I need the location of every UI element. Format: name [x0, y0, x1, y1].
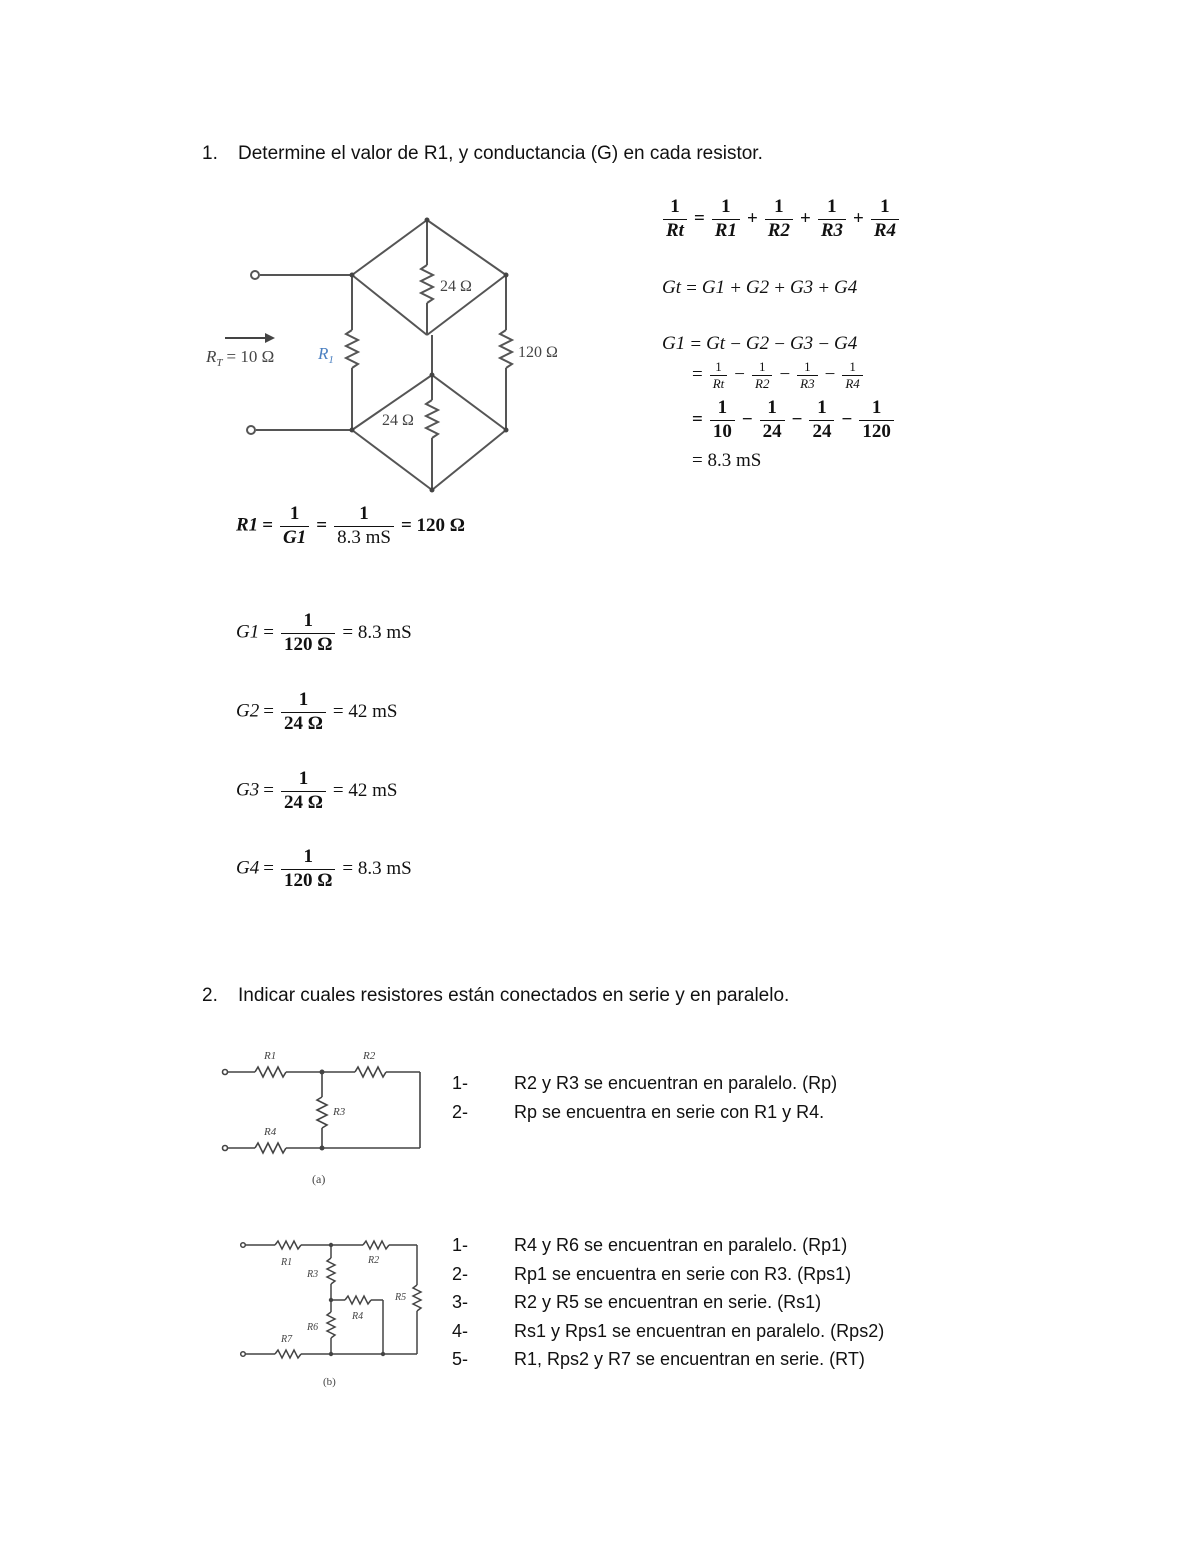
- circuit-a-r4-label: R4: [264, 1126, 277, 1138]
- eq-g4-value: G4 = $\frac{1}{120 \Omega}$ = 8.3 mS: [236, 846, 412, 891]
- rt-label: $R_T = 10$ Ω: [206, 347, 275, 369]
- eq-g1-value: G1 = $\frac{1}{120 \Omega}$ = 8.3 mS: [236, 610, 412, 655]
- circuit-a-caption: (a): [312, 1172, 326, 1186]
- circuit-diagram-1: [200, 205, 580, 500]
- circuit-diagram-b: [235, 1230, 435, 1390]
- question-2-text: Indicar cuales resistores están conectados en serie y en paralelo.: [238, 985, 790, 1006]
- eq-g3-value: G3 = $\frac{1}{24 \Omega}$ = 42 mS: [236, 768, 398, 813]
- question-2-number: 2.: [202, 985, 218, 1006]
- circuit-b-r1-label: R1: [281, 1257, 293, 1268]
- list-b: [452, 1231, 884, 1374]
- eq-gt-sum: Gt = G1 + G2 + G3 + G4: [662, 277, 858, 299]
- circuit-b-r4-label: R4: [352, 1311, 364, 1322]
- list-item: 3- R2 y R5 se encuentran en serie. (Rs1): [452, 1292, 822, 1312]
- list-item: 4- Rs1 y Rps1 se encuentran en paralelo. (Rps2): [452, 1320, 885, 1341]
- eq-g1-reciprocals: = $\frac{1}{Rt}$ − $\frac{1}{R2}$ − $\frac{1}{R3}$ − $\frac{1}{R4}$: [688, 359, 866, 391]
- circuit-b-r6-label: R6: [307, 1322, 319, 1333]
- list-a: [452, 1069, 837, 1126]
- eq-r1-result: R1 = $\frac{1}{G1}$ = $\frac{1}{8.3 mS}$ = 120 Ω: [236, 503, 465, 548]
- eq-g1-numeric: = $\frac{1}{10}$ − $\frac{1}{24}$ − $\frac{1}{24}$ − $\frac{1}{120}$: [688, 397, 897, 444]
- question-2: [202, 985, 789, 1007]
- circuit-b-r2-label: R2: [368, 1255, 380, 1266]
- circuit-a-r1-label: R1: [264, 1050, 277, 1062]
- circuit-diagram-a: [215, 1045, 430, 1190]
- circuit-a-r2-label: R2: [363, 1050, 376, 1062]
- question-1: [202, 143, 763, 165]
- eq-g1-diff: G1 = Gt − G2 − G3 − G4: [662, 333, 858, 355]
- circuit-b-caption: (b): [323, 1376, 336, 1388]
- list-item: 1- R4 y R6 se encuentran en paralelo. (Rp1): [452, 1235, 848, 1255]
- question-1-text: Determine el valor de R1, y conductancia (G) en cada resistor.: [238, 143, 763, 164]
- right-resistor-label: 120 Ω: [518, 344, 558, 361]
- r1-label: $R_1$: [318, 344, 334, 366]
- list-item: 2- Rp1 se encuentra en serie con R3. (Rps1): [452, 1263, 852, 1284]
- circuit-b-r7-label: R7: [281, 1334, 293, 1345]
- eq-g1-result: = 8.3 mS: [692, 450, 762, 471]
- arrow-head-icon: [265, 333, 275, 343]
- list-item: 1- R2 y R3 se encuentran en paralelo. (Rp): [452, 1073, 838, 1093]
- list-item: 5- R1, Rps2 y R7 se encuentran en serie. (RT): [452, 1349, 865, 1369]
- circuit-a-r3-label: R3: [333, 1106, 346, 1118]
- eq-g2-value: G2 = $\frac{1}{24 \Omega}$ = 42 mS: [236, 689, 398, 734]
- list-item: 2- Rp se encuentra en serie con R1 y R4.: [452, 1101, 825, 1122]
- eq-reciprocal-sum: $\frac{1}{Rt}$ = $\frac{1}{R1}$ + $\frac{1}{R2}$ + $\frac{1}{R3}$ + $\frac{1}{R4}$: [660, 196, 902, 243]
- circuit-b-r5-label: R5: [395, 1292, 407, 1303]
- bottom-resistor-label: 24 Ω: [382, 412, 414, 429]
- circuit-b-r3-label: R3: [307, 1269, 319, 1280]
- question-1-number: 1.: [202, 143, 218, 164]
- top-resistor-label: 24 Ω: [440, 278, 472, 295]
